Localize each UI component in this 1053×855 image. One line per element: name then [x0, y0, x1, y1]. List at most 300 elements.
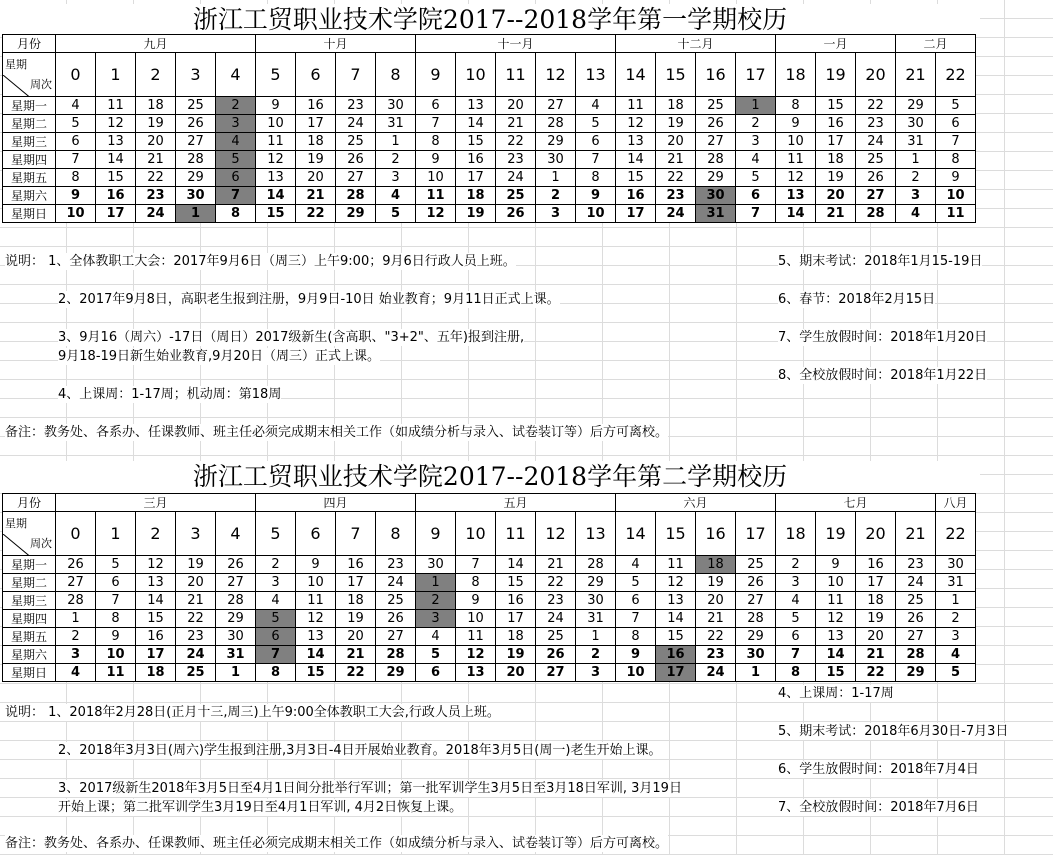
- date-cell: 3: [216, 115, 256, 133]
- date-cell: 21: [496, 115, 536, 133]
- week-number-cell: 14: [616, 512, 656, 556]
- semester1-note-1: 说明： 1、全体教职工大会：2017年9月6日（周三）上午9:00；9月6日行政人员上班。: [5, 254, 516, 269]
- date-cell: 4: [896, 205, 936, 223]
- date-cell: 9: [56, 187, 96, 205]
- semester1-note-8: 8、全校放假时间：2018年1月22日: [778, 368, 988, 383]
- week-number-cell: 19: [816, 53, 856, 97]
- date-cell: 7: [56, 151, 96, 169]
- semester1-note-2: 2、2017年9月8日，高职老生报到注册，9月9日-10日 始业教育；9月11日正式上课。: [58, 292, 560, 307]
- date-cell: 6: [576, 133, 616, 151]
- date-cell: 25: [176, 97, 216, 115]
- date-cell: 26: [896, 610, 936, 628]
- date-cell: 10: [416, 169, 456, 187]
- date-cell: 28: [376, 646, 416, 664]
- week-number-cell: 3: [176, 53, 216, 97]
- date-cell: 28: [336, 187, 376, 205]
- date-cell: 5: [96, 556, 136, 574]
- date-cell: 29: [216, 610, 256, 628]
- date-cell: 26: [696, 115, 736, 133]
- week-number-cell: 10: [456, 53, 496, 97]
- week-number-cell: 1: [96, 53, 136, 97]
- date-cell: 17: [336, 574, 376, 592]
- date-cell: 2: [416, 592, 456, 610]
- semester2-note-3a: 3、2017级新生2018年3月5日至4月1日间分批举行军训；第一批军训学生3月5日至3月18日军训, 3月19日: [58, 781, 682, 796]
- date-cell: 12: [816, 610, 856, 628]
- month-cell: 二月: [896, 35, 976, 53]
- date-cell: 3: [576, 664, 616, 682]
- week-number-cell: 17: [736, 512, 776, 556]
- semester2-title: 浙江工贸职业技术学院2017--2018学年第二学期校历: [0, 461, 980, 493]
- date-cell: 6: [256, 628, 296, 646]
- date-cell: 16: [496, 592, 536, 610]
- date-cell: 6: [56, 133, 96, 151]
- week-weekday-corner-cell: [3, 53, 56, 97]
- date-cell: 20: [136, 133, 176, 151]
- date-cell: 4: [576, 97, 616, 115]
- date-cell: 14: [96, 151, 136, 169]
- weekday-label: 星期日: [3, 664, 56, 682]
- month-cell: 七月: [776, 494, 936, 512]
- date-cell: 21: [176, 592, 216, 610]
- date-cell: 10: [256, 115, 296, 133]
- date-cell: 30: [696, 187, 736, 205]
- date-cell: 3: [776, 574, 816, 592]
- date-cell: 9: [936, 169, 976, 187]
- date-cell: 16: [456, 151, 496, 169]
- date-cell: 12: [456, 646, 496, 664]
- week-number-cell: 12: [536, 512, 576, 556]
- week-number-cell: 5: [256, 512, 296, 556]
- semester2-remark: 备注：教务处、各系办、任课教师、班主任必须完成期末相关工作（如成绩分析与录入、试卷装订等）后方可离校。: [5, 836, 669, 851]
- date-cell: 5: [56, 115, 96, 133]
- week-number-cell: 15: [656, 512, 696, 556]
- date-cell: 27: [896, 628, 936, 646]
- date-cell: 14: [296, 646, 336, 664]
- date-cell: 9: [576, 187, 616, 205]
- date-cell: 28: [896, 646, 936, 664]
- date-cell: 10: [816, 574, 856, 592]
- date-cell: 28: [56, 592, 96, 610]
- date-cell: 20: [176, 574, 216, 592]
- date-cell: 16: [616, 187, 656, 205]
- date-cell: 12: [256, 151, 296, 169]
- week-number-cell: 2: [136, 53, 176, 97]
- date-cell: 28: [536, 115, 576, 133]
- date-cell: 26: [176, 115, 216, 133]
- date-cell: 3: [256, 574, 296, 592]
- date-cell: 25: [856, 151, 896, 169]
- date-cell: 27: [696, 133, 736, 151]
- week-number-cell: 21: [896, 512, 936, 556]
- date-cell: 19: [176, 556, 216, 574]
- week-number-cell: 7: [336, 53, 376, 97]
- week-number-cell: 22: [936, 512, 976, 556]
- date-cell: 1: [536, 169, 576, 187]
- date-cell: 18: [696, 556, 736, 574]
- date-cell: 26: [736, 574, 776, 592]
- date-cell: 8: [576, 169, 616, 187]
- date-cell: 4: [616, 556, 656, 574]
- semester2-note-4: 4、上课周：1-17周: [778, 686, 894, 701]
- date-cell: 18: [456, 187, 496, 205]
- date-cell: 15: [136, 610, 176, 628]
- date-cell: 18: [856, 592, 896, 610]
- date-cell: 11: [816, 592, 856, 610]
- date-cell: 1: [216, 664, 256, 682]
- date-cell: 10: [456, 610, 496, 628]
- date-cell: 8: [216, 205, 256, 223]
- date-cell: 13: [776, 187, 816, 205]
- date-cell: 5: [936, 664, 976, 682]
- date-cell: 24: [856, 133, 896, 151]
- date-cell: 3: [896, 187, 936, 205]
- date-cell: 10: [296, 574, 336, 592]
- date-cell: 10: [936, 187, 976, 205]
- date-cell: 29: [376, 664, 416, 682]
- week-number-cell: 2: [136, 512, 176, 556]
- date-cell: 1: [376, 133, 416, 151]
- date-cell: 20: [656, 133, 696, 151]
- date-cell: 12: [96, 115, 136, 133]
- week-number-cell: 18: [776, 53, 816, 97]
- date-cell: 8: [256, 664, 296, 682]
- date-cell: 5: [376, 205, 416, 223]
- date-cell: 11: [296, 592, 336, 610]
- date-cell: 18: [296, 133, 336, 151]
- date-cell: 19: [656, 115, 696, 133]
- date-cell: 7: [416, 115, 456, 133]
- date-cell: 8: [936, 151, 976, 169]
- date-cell: 14: [656, 610, 696, 628]
- week-number-cell: 16: [696, 53, 736, 97]
- date-cell: 10: [96, 646, 136, 664]
- date-cell: 20: [496, 664, 536, 682]
- date-cell: 25: [736, 556, 776, 574]
- semester1-note-4: 4、上课周：1-17周；机动周：第18周: [58, 387, 282, 402]
- week-number-cell: 9: [416, 53, 456, 97]
- date-cell: 29: [576, 574, 616, 592]
- date-cell: 9: [816, 556, 856, 574]
- date-cell: 4: [416, 628, 456, 646]
- weekday-label: 星期三: [3, 592, 56, 610]
- date-cell: 7: [216, 187, 256, 205]
- date-cell: 17: [296, 115, 336, 133]
- date-cell: 24: [336, 115, 376, 133]
- week-header-label: 周次: [30, 536, 52, 550]
- date-cell: 14: [616, 151, 656, 169]
- month-cell: 九月: [56, 35, 256, 53]
- week-number-cell: 8: [376, 512, 416, 556]
- semester1-note-5: 5、期末考试：2018年1月15-19日: [778, 254, 983, 269]
- date-cell: 23: [896, 556, 936, 574]
- date-cell: 6: [776, 628, 816, 646]
- date-cell: 9: [256, 97, 296, 115]
- date-cell: 30: [576, 592, 616, 610]
- date-cell: 21: [536, 556, 576, 574]
- date-cell: 15: [256, 205, 296, 223]
- date-cell: 24: [896, 574, 936, 592]
- date-cell: 16: [96, 187, 136, 205]
- month-cell: 六月: [616, 494, 776, 512]
- date-cell: 25: [536, 628, 576, 646]
- date-cell: 29: [336, 205, 376, 223]
- week-number-cell: 19: [816, 512, 856, 556]
- date-cell: 1: [736, 97, 776, 115]
- date-cell: 20: [496, 97, 536, 115]
- date-cell: 2: [896, 169, 936, 187]
- date-cell: 22: [496, 133, 536, 151]
- semester1-note-6: 6、春节：2018年2月15日: [778, 292, 936, 307]
- date-cell: 11: [656, 556, 696, 574]
- date-cell: 29: [536, 133, 576, 151]
- date-cell: 25: [336, 133, 376, 151]
- date-cell: 22: [856, 97, 896, 115]
- date-cell: 15: [456, 133, 496, 151]
- date-cell: 31: [896, 133, 936, 151]
- date-cell: 31: [696, 205, 736, 223]
- week-number-cell: 20: [856, 53, 896, 97]
- date-cell: 4: [256, 592, 296, 610]
- date-cell: 16: [816, 115, 856, 133]
- date-cell: 12: [416, 205, 456, 223]
- month-cell: 一月: [776, 35, 896, 53]
- date-cell: 13: [136, 574, 176, 592]
- date-cell: 9: [96, 628, 136, 646]
- date-cell: 14: [456, 115, 496, 133]
- date-cell: 24: [496, 169, 536, 187]
- date-cell: 28: [216, 592, 256, 610]
- date-cell: 2: [736, 115, 776, 133]
- date-cell: 7: [736, 205, 776, 223]
- week-header-label: 周次: [30, 77, 52, 91]
- date-cell: 13: [656, 592, 696, 610]
- month-header-label: 月份: [3, 35, 56, 53]
- week-number-cell: 8: [376, 53, 416, 97]
- date-cell: 17: [616, 205, 656, 223]
- date-cell: 29: [176, 169, 216, 187]
- week-number-cell: 14: [616, 53, 656, 97]
- date-cell: 19: [456, 205, 496, 223]
- date-cell: 12: [136, 556, 176, 574]
- weekday-label: 星期三: [3, 133, 56, 151]
- date-cell: 14: [496, 556, 536, 574]
- date-cell: 24: [136, 205, 176, 223]
- date-cell: 21: [816, 205, 856, 223]
- date-cell: 16: [656, 646, 696, 664]
- date-cell: 16: [856, 556, 896, 574]
- week-number-cell: 11: [496, 512, 536, 556]
- date-cell: 8: [616, 628, 656, 646]
- weekday-label: 星期一: [3, 556, 56, 574]
- date-cell: 22: [296, 205, 336, 223]
- date-cell: 24: [536, 610, 576, 628]
- week-number-cell: 10: [456, 512, 496, 556]
- date-cell: 18: [136, 97, 176, 115]
- date-cell: 31: [376, 115, 416, 133]
- date-cell: 27: [536, 664, 576, 682]
- date-cell: 30: [896, 115, 936, 133]
- date-cell: 27: [856, 187, 896, 205]
- date-cell: 13: [96, 133, 136, 151]
- week-number-cell: 13: [576, 512, 616, 556]
- date-cell: 29: [896, 664, 936, 682]
- date-cell: 1: [736, 664, 776, 682]
- weekday-label: 星期四: [3, 151, 56, 169]
- semester1-note-3a: 3、9月16（周六）-17日（周日）2017级新生(含高职、"3+2"、五年)报到注册,: [58, 330, 525, 345]
- date-cell: 18: [336, 592, 376, 610]
- month-cell: 十二月: [616, 35, 776, 53]
- date-cell: 15: [496, 574, 536, 592]
- date-cell: 26: [536, 646, 576, 664]
- date-cell: 15: [816, 664, 856, 682]
- month-cell: 五月: [416, 494, 616, 512]
- week-number-cell: 15: [656, 53, 696, 97]
- month-cell: 四月: [256, 494, 416, 512]
- date-cell: 6: [616, 592, 656, 610]
- date-cell: 3: [536, 205, 576, 223]
- date-cell: 11: [776, 151, 816, 169]
- date-cell: 3: [936, 628, 976, 646]
- date-cell: 28: [696, 151, 736, 169]
- date-cell: 19: [696, 574, 736, 592]
- date-cell: 11: [456, 628, 496, 646]
- date-cell: 21: [656, 151, 696, 169]
- date-cell: 24: [176, 646, 216, 664]
- date-cell: 3: [376, 169, 416, 187]
- date-cell: 7: [576, 151, 616, 169]
- date-cell: 14: [136, 592, 176, 610]
- date-cell: 6: [936, 115, 976, 133]
- week-number-cell: 5: [256, 53, 296, 97]
- date-cell: 30: [376, 97, 416, 115]
- week-number-cell: 11: [496, 53, 536, 97]
- date-cell: 4: [936, 646, 976, 664]
- month-cell: 八月: [936, 494, 976, 512]
- date-cell: 1: [896, 151, 936, 169]
- weekday-label: 星期二: [3, 574, 56, 592]
- date-cell: 4: [376, 187, 416, 205]
- date-cell: 4: [216, 133, 256, 151]
- week-number-cell: 9: [416, 512, 456, 556]
- semester1-calendar-table: [2, 34, 976, 223]
- week-number-cell: 21: [896, 53, 936, 97]
- date-cell: 8: [776, 664, 816, 682]
- date-cell: 21: [336, 646, 376, 664]
- date-cell: 9: [776, 115, 816, 133]
- semester1-note-3b: 9月18-19日新生始业教育,9月20日（周三）正式上课。: [58, 349, 380, 364]
- date-cell: 15: [96, 169, 136, 187]
- date-cell: 17: [856, 574, 896, 592]
- date-cell: 7: [776, 646, 816, 664]
- week-number-cell: 4: [216, 512, 256, 556]
- semester2-note-5: 5、期末考试：2018年6月30日-7月3日: [778, 724, 1009, 739]
- date-cell: 11: [416, 187, 456, 205]
- week-number-cell: 16: [696, 512, 736, 556]
- date-cell: 27: [216, 574, 256, 592]
- date-cell: 23: [536, 592, 576, 610]
- date-cell: 31: [216, 646, 256, 664]
- date-cell: 30: [416, 556, 456, 574]
- date-cell: 5: [936, 97, 976, 115]
- date-cell: 1: [416, 574, 456, 592]
- week-weekday-corner-cell: [3, 512, 56, 556]
- date-cell: 13: [816, 628, 856, 646]
- date-cell: 16: [336, 556, 376, 574]
- date-cell: 23: [336, 97, 376, 115]
- date-cell: 5: [576, 115, 616, 133]
- date-cell: 14: [776, 205, 816, 223]
- week-number-cell: 4: [216, 53, 256, 97]
- date-cell: 22: [336, 664, 376, 682]
- date-cell: 29: [696, 169, 736, 187]
- date-cell: 17: [456, 169, 496, 187]
- date-cell: 26: [856, 169, 896, 187]
- date-cell: 19: [816, 169, 856, 187]
- date-cell: 12: [656, 574, 696, 592]
- date-cell: 2: [776, 556, 816, 574]
- date-cell: 21: [136, 151, 176, 169]
- date-cell: 17: [656, 664, 696, 682]
- date-cell: 24: [376, 574, 416, 592]
- date-cell: 13: [616, 133, 656, 151]
- date-cell: 3: [416, 610, 456, 628]
- date-cell: 7: [256, 646, 296, 664]
- date-cell: 24: [696, 664, 736, 682]
- date-cell: 26: [216, 556, 256, 574]
- date-cell: 3: [736, 133, 776, 151]
- week-number-cell: 1: [96, 512, 136, 556]
- week-number-cell: 0: [56, 53, 96, 97]
- date-cell: 26: [336, 151, 376, 169]
- date-cell: 2: [256, 556, 296, 574]
- date-cell: 4: [776, 592, 816, 610]
- date-cell: 28: [736, 610, 776, 628]
- date-cell: 22: [696, 628, 736, 646]
- month-cell: 三月: [56, 494, 256, 512]
- week-number-cell: 22: [936, 53, 976, 97]
- date-cell: 29: [896, 97, 936, 115]
- date-cell: 13: [256, 169, 296, 187]
- week-number-cell: 6: [296, 512, 336, 556]
- weekday-header-label: 星期: [5, 57, 27, 71]
- date-cell: 23: [496, 151, 536, 169]
- date-cell: 18: [496, 628, 536, 646]
- date-cell: 12: [616, 115, 656, 133]
- date-cell: 23: [136, 187, 176, 205]
- date-cell: 2: [536, 187, 576, 205]
- date-cell: 12: [776, 169, 816, 187]
- date-cell: 25: [376, 592, 416, 610]
- date-cell: 15: [616, 169, 656, 187]
- date-cell: 4: [736, 151, 776, 169]
- date-cell: 8: [456, 574, 496, 592]
- date-cell: 18: [136, 664, 176, 682]
- date-cell: 27: [56, 574, 96, 592]
- date-cell: 10: [776, 133, 816, 151]
- date-cell: 2: [936, 610, 976, 628]
- semester1-note-7: 7、学生放假时间：2018年1月20日: [778, 330, 988, 345]
- date-cell: 9: [616, 646, 656, 664]
- date-cell: 15: [296, 664, 336, 682]
- date-cell: 11: [96, 97, 136, 115]
- date-cell: 10: [56, 205, 96, 223]
- weekday-label: 星期二: [3, 115, 56, 133]
- date-cell: 22: [536, 574, 576, 592]
- semester2-note-1: 说明： 1、2018年2月28日(正月十三,周三)上午9:00全体教职工大会,行政人员上班。: [5, 705, 500, 720]
- date-cell: 1: [176, 205, 216, 223]
- date-cell: 23: [696, 646, 736, 664]
- date-cell: 22: [176, 610, 216, 628]
